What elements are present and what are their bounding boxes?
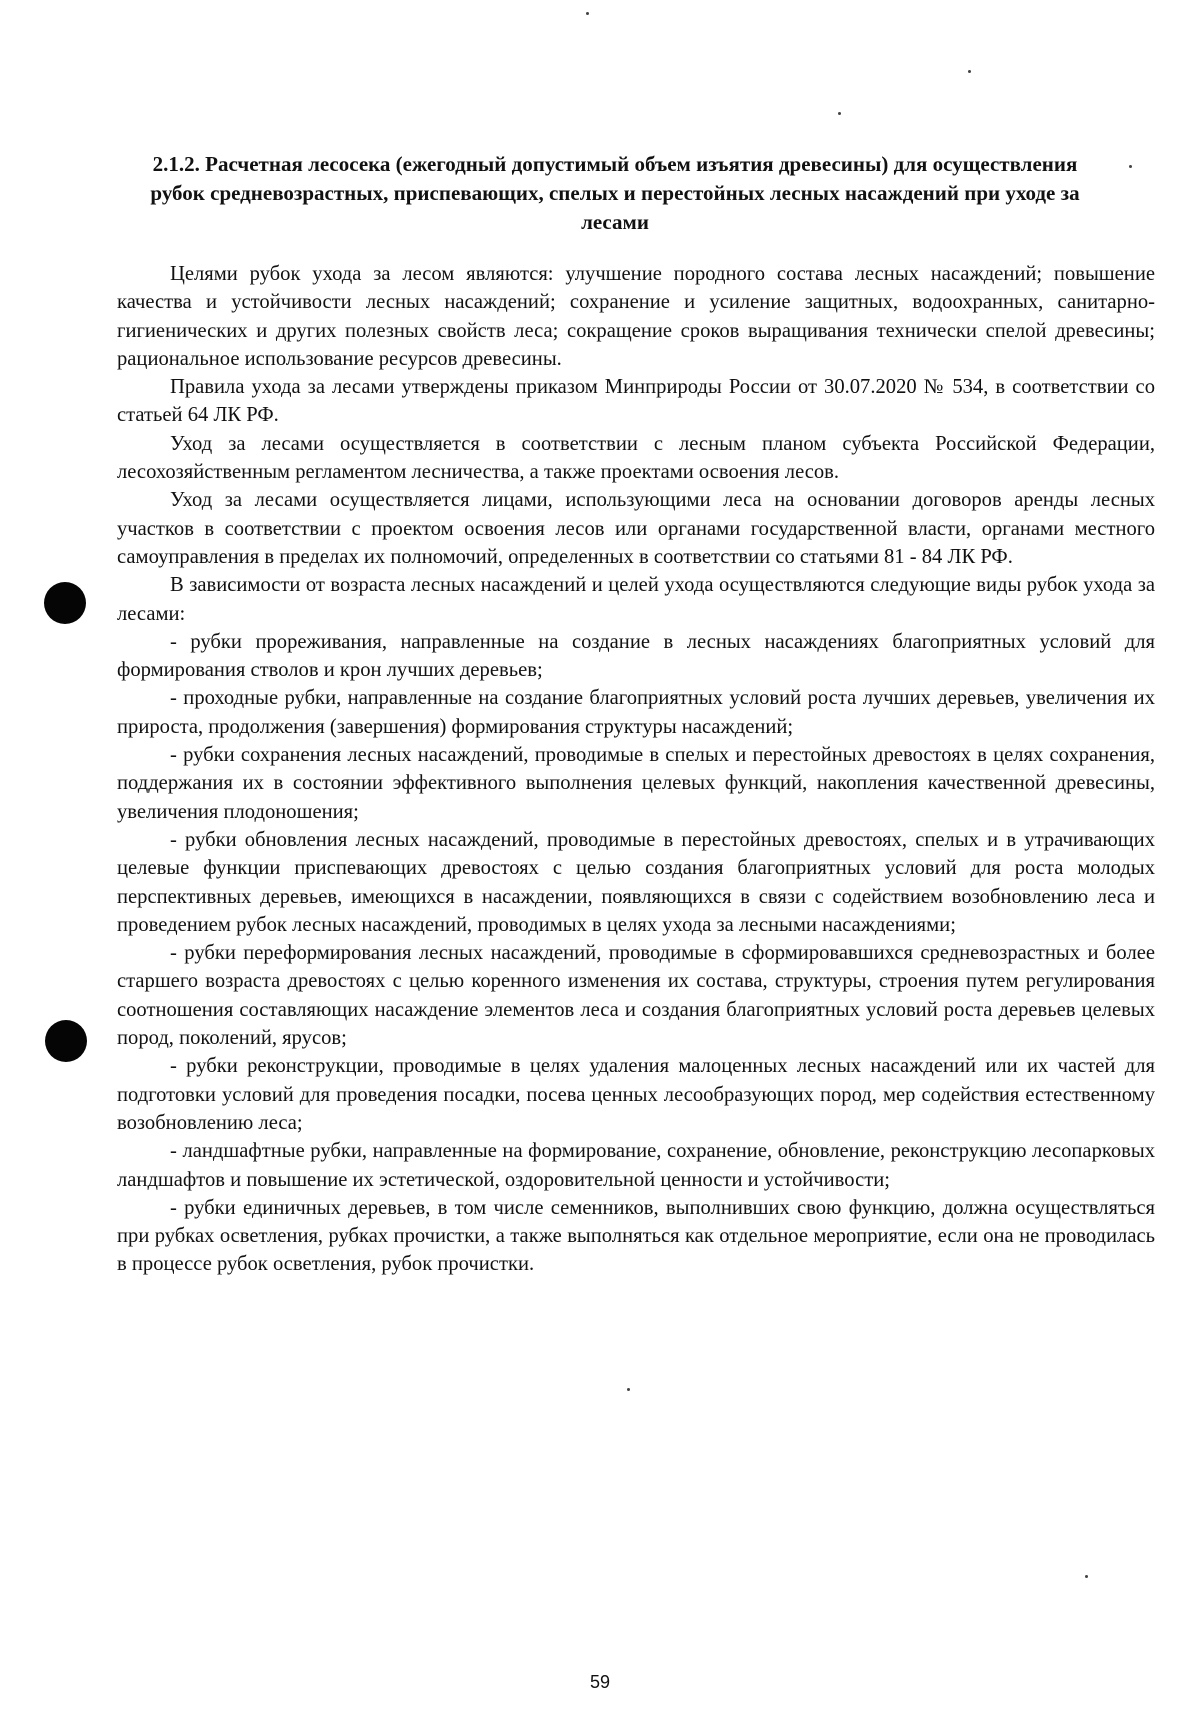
- punch-hole-top: [44, 582, 86, 624]
- paragraph-types-intro: В зависимости от возраста лесных насаждений и целей ухода осуществляются следующие виды рубок ухода за лесами:: [117, 574, 1155, 625]
- page-number: 59: [589, 1672, 611, 1692]
- section-heading: 2.1.2. Расчетная лесосека (ежегодный допустимый объем изъятия древесины) для осуществления рубок средневозрастных, приспевающих, спелых и перестойных лесных насаждений при уходе за лесами: [150, 152, 1080, 234]
- body-text: [117, 260, 1155, 1279]
- list-item: - проходные рубки, направленные на создание благоприятных условий роста лучших деревьев, увеличения их прироста, продолжения (завершения) формирования структуры насаждений;: [117, 687, 1155, 738]
- paragraph-goals: Целями рубок ухода за лесом являются: улучшение породного состава лесных насаждений; повышение качества и устойчивости лесных насаждений; сохранение и усиление защитных, водоохранных, санитарно-гигиенических и других полезных свойств леса; сокращение сроков выращивания технически спелой древесины; рациональное использование ресурсов древесины.: [117, 263, 1155, 370]
- list-item: - рубки сохранения лесных насаждений, проводимые в спелых и перестойных древостоях в целях сохранения, поддержания их в состоянии эффективного выполнения целевых функций, накопления качественной древесины, увеличения плодоношения;: [117, 744, 1155, 823]
- list-item: - рубки единичных деревьев, в том числе семенников, выполнивших свою функцию, должна осуществляться при рубках осветления, рубках прочистки, а также выполняться как отдельное мероприятие, если она не проводилась в процессе рубок осветления, рубок прочистки.: [117, 1196, 1155, 1276]
- scan-speck: [1085, 1575, 1088, 1578]
- paragraph-performers: Уход за лесами осуществляется лицами, использующими леса на основании договоров аренды лесных участков в соответствии с проектом освоения лесов или органами государственной власти, органами местного самоуправления в пределах их полномочий, определенных в соответствии со статьями 81 - 84 ЛК РФ.: [117, 489, 1155, 568]
- scan-speck: [627, 1388, 630, 1391]
- paragraph-plan: Уход за лесами осуществляется в соответствии с лесным планом субъекта Российской Федерации, лесохозяйственным регламентом лесничества, а также проектами освоения лесов.: [117, 432, 1155, 484]
- scan-speck: [968, 70, 971, 73]
- scan-speck: [838, 112, 841, 115]
- list-item: - рубки обновления лесных насаждений, проводимые в перестойных древостоях, спелых и в утрачивающих целевые функции приспевающих древостоях с целью создания благоприятных условий для роста молодых перспективных деревьев, имеющихся в насаждении, появляющихся в связи с содействием возобновлению леса и проведением рубок лесных насаждений, проводимых в целях ухода за лесными насаждениями;: [117, 828, 1155, 936]
- list-item: - рубки переформирования лесных насаждений, проводимые в сформировавшихся средневозрастных и более старшего возраста древостоях с целью коренного изменения их состава, структуры, строения путем регулирования соотношения составляющих насаждение элементов леса и создания благоприятных условий роста деревьев целевых пород, поколений, ярусов;: [117, 942, 1155, 1050]
- list-item: - рубки прореживания, направленные на создание в лесных насаждениях благоприятных условий для формирования стволов и крон лучших деревьев;: [117, 630, 1155, 682]
- punch-hole-bottom: [45, 1020, 87, 1062]
- scan-speck: [1129, 165, 1132, 168]
- scan-speck: [586, 12, 589, 15]
- list-item: - ландшафтные рубки, направленные на формирование, сохранение, обновление, реконструкцию лесопарковых ландшафтов и повышение их эстетической, оздоровительной ценности и устойчивости;: [117, 1140, 1155, 1191]
- list-item: - рубки реконструкции, проводимые в целях удаления малоценных лесных насаждений или их частей для подготовки условий для проведения посадки, посева ценных лесообразующих пород, мер содействия естественному возобновлению леса;: [117, 1055, 1155, 1134]
- paragraph-rules: Правила ухода за лесами утверждены приказом Минприроды России от 30.07.2020 № 534, в соответствии со статьей 64 ЛК РФ.: [117, 376, 1155, 427]
